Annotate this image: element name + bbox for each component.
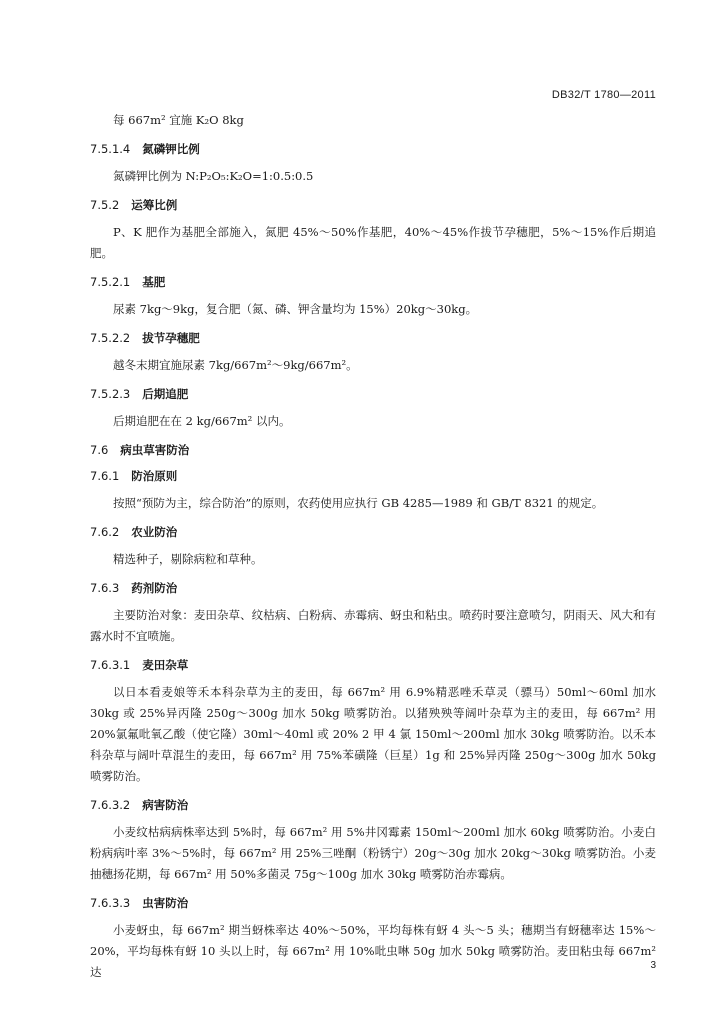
section-title: 后期追肥 [142,387,189,401]
section-number: 7.6 [90,443,109,457]
section-number: 7.5.2 [90,198,120,212]
paragraph: 后期追肥在在 2 kg/667m² 以内。 [113,414,291,428]
section-title: 氮磷钾比例 [142,142,200,156]
section-heading [90,329,656,347]
section-number: 7.5.1.4 [90,142,131,156]
paragraph: 小麦纹枯病病株率达到 5%时，每 667m² 用 5%井冈霉素 150ml～200ml 加水 60kg 喷雾防治。小麦白粉病病叶率 3%～5%时，每 667m² 用 25%三唑酮（粉锈宁）20g～30g 加水 20kg～30kg 喷雾防治。小麦抽穗扬花期，每 667m² 用 50%多菌灵 75g～100g 加水 30kg 喷雾防治赤霉病。 [90,825,656,881]
section-heading [90,523,656,541]
section-title: 防治原则 [131,469,178,483]
paragraph: 尿素 7kg～9kg，复合肥（氮、磷、钾含量均为 15%）20kg～30kg。 [113,302,478,316]
section-number: 7.5.2.1 [90,275,131,289]
page-number: 3 [650,960,656,971]
section-title: 运筹比例 [131,198,178,212]
paragraph: 主要防治对象：麦田杂草、纹枯病、白粉病、赤霉病、蚜虫和粘虫。喷药时要注意喷匀，阴雨天、风大和有露水时不宜喷施。 [90,608,656,643]
section-number: 7.6.2 [90,525,120,539]
section-heading [90,273,656,291]
section-heading [90,796,656,814]
section-heading [90,467,656,485]
section-heading [90,894,656,912]
section-heading [90,441,656,459]
paragraph: 越冬末期宜施尿素 7kg/667m²～9kg/667m²。 [113,358,358,372]
section-title: 病虫草害防治 [120,443,190,457]
section-number: 7.6.3.1 [90,658,131,672]
section-title: 拔节孕穗肥 [142,331,200,345]
section-title: 病害防治 [142,798,189,812]
document-body [90,110,656,992]
paragraph: 氮磷钾比例为 N:P₂O₅:K₂O=1:0.5:0.5 [113,169,314,183]
section-heading [90,656,656,674]
paragraph: 以日本看麦娘等禾本科杂草为主的麦田，每 667m² 用 6.9%精恶唑禾草灵（骠马）50ml～60ml 加水 30kg 或 25%异丙隆 250g～300g 加水 50kg 喷雾防治。以猪殃殃等阔叶杂草为主的麦田，每 667m² 用 20%氯氟吡氧乙酸（使它隆）30ml～40ml 或 20% 2 甲 4 氯 150ml～200ml 加水 30kg 喷雾防治。以禾本科杂草与阔叶草混生的麦田，每 667m² 用 75%苯磺隆（巨星）1g 和 25%异丙隆 250g～300g 加水 50kg 喷雾防治。 [90,685,656,783]
section-title: 麦田杂草 [142,658,189,672]
paragraph: P、K 肥作为基肥全部施入，氮肥 45%～50%作基肥，40%～45%作拔节孕穗肥，5%～15%作后期追肥。 [90,225,656,260]
section-heading [90,140,656,158]
section-title: 基肥 [142,275,166,289]
section-heading [90,196,656,214]
section-title: 药剂防治 [131,581,178,595]
section-heading [90,385,656,403]
standard-code: DB32/T 1780—2011 [551,89,656,101]
paragraph: 小麦蚜虫，每 667m² 期当蚜株率达 40%～50%，平均每株有蚜 4 头～5 头；穗期当有蚜穗率达 15%～20%，平均每株有蚜 10 头以上时，每 667m² 用 10%吡虫啉 50g 加水 50kg 喷雾防治。麦田粘虫每 667m² 达 [90,923,656,979]
section-title: 虫害防治 [142,896,189,910]
section-number: 7.6.3.3 [90,896,131,910]
section-number: 7.6.3 [90,581,120,595]
section-number: 7.6.3.2 [90,798,131,812]
paragraph: 按照“预防为主，综合防治”的原则，农药使用应执行 GB 4285—1989 和 GB/T 8321 的规定。 [113,496,604,510]
section-number: 7.5.2.3 [90,387,131,401]
paragraph: 每 667m² 宜施 K₂O 8kg [113,113,244,127]
section-heading [90,579,656,597]
paragraph: 精选种子，剔除病粒和草种。 [113,552,263,566]
section-title: 农业防治 [131,525,178,539]
section-number: 7.6.1 [90,469,120,483]
section-number: 7.5.2.2 [90,331,131,345]
